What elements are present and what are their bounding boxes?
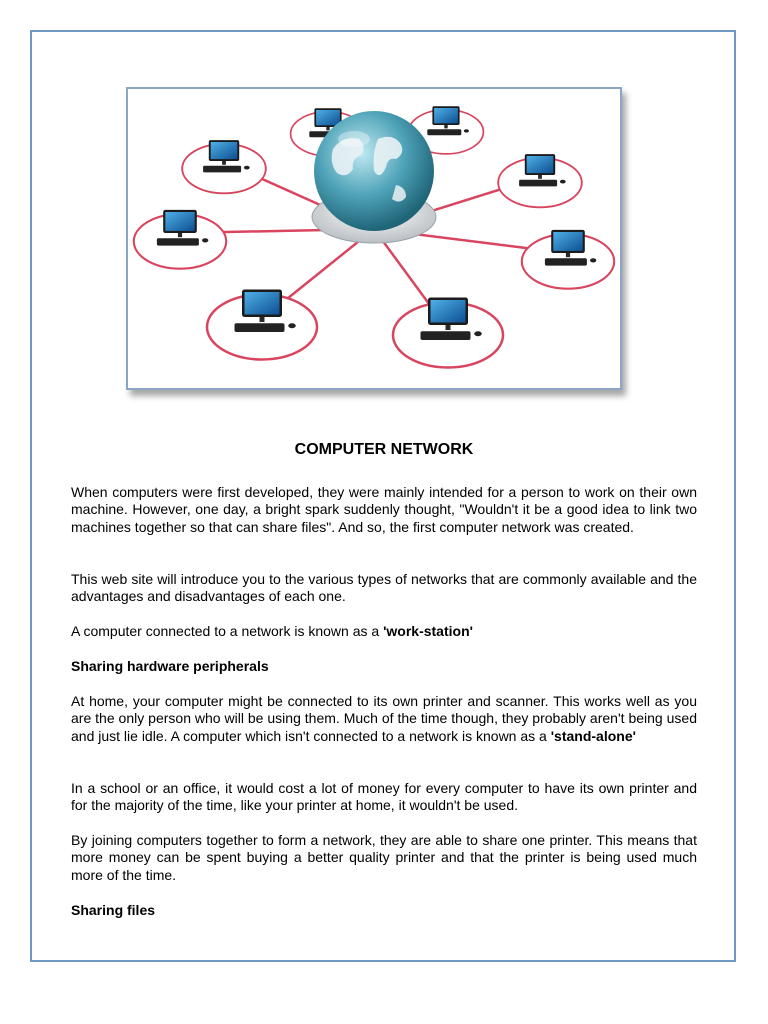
standalone-term: 'stand-alone' xyxy=(550,727,636,744)
workstation-text: A computer connected to a network is known as a xyxy=(71,623,384,639)
overview-paragraph: This web site will introduce you to the various types of networks that are commonly available and the advantages and disadvantages of each one. xyxy=(71,571,697,605)
joining-paragraph: By joining computers together to form a network, they are able to share one printer. This means that more money can be spent buying a better quality printer and that the printer is being used much more of the time. xyxy=(71,832,697,883)
workstation-term: 'work-station' xyxy=(383,623,473,639)
office-paragraph: In a school or an office, it would cost a lot of money for every computer to have its own printer and for the majority of the time, like your printer at home, it wouldn't be used. xyxy=(71,780,697,814)
standalone-text: At home, your computer might be connected to its own printer and scanner. This works well as you are the only person who will be using them. Much of the time though, they probably aren't being used and just lie idle. A computer which isn't connected to a network is known as a xyxy=(71,693,697,744)
workstation-paragraph xyxy=(71,623,697,640)
network-illustration xyxy=(126,87,622,390)
intro-paragraph: When computers were first developed, they were mainly intended for a person to work on their own machine. However, one day, a bright spark suddenly thought, "Wouldn't it be a good idea to link two machines together so that can share files". And so, the first computer network was created. xyxy=(71,484,697,535)
page-title: COMPUTER NETWORK xyxy=(294,441,474,458)
standalone-paragraph xyxy=(71,693,697,745)
section-heading-files: Sharing files xyxy=(71,902,156,918)
network-globe-icon xyxy=(128,89,620,388)
section-heading-hardware: Sharing hardware peripherals xyxy=(71,658,269,674)
